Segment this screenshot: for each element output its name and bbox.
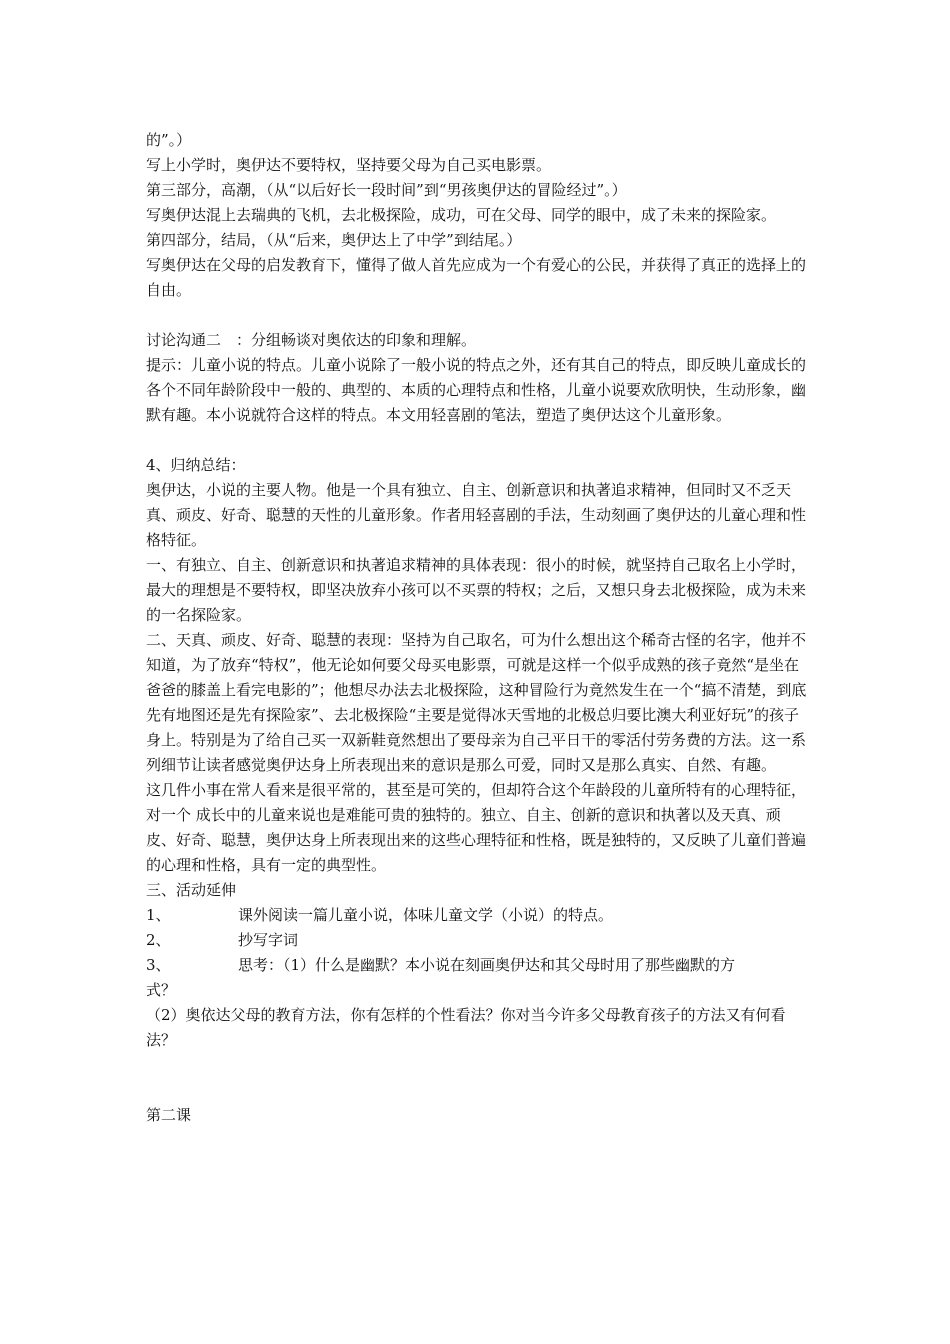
spacer	[146, 303, 810, 328]
summary-heading: 4、归纳总结：	[146, 456, 246, 474]
list-text: 思考：（1）什么是幽默？本小说在刻画奥伊达和其父母时用了那些幽默的方	[238, 956, 736, 974]
list-number: 1、	[146, 906, 171, 924]
list-continuation: 式？	[146, 981, 177, 999]
list-item	[146, 928, 810, 953]
spacer	[146, 1053, 810, 1103]
paragraph: 二、天真、顽皮、好奇、聪慧的表现：坚持为自己取名，可为什么想出这个稀奇古怪的名字，他并不知道，为了放弃“特权”，他无论如何要父母买电影票，可就是这样一个似乎成熟的孩子竟然“是坐在爸爸的膝盖上看完电影的”；他想尽办法去北极探险，这种冒险行为竟然发生在一个“搞不清楚，到底先有地图还是先有探险家”、去北极探险“主要是觉得冰天雪地的北极总归要比澳大利亚好玩”的孩子身上。特别是为了给自己买一双新鞋竟然想出了要母亲为自己平日干的零活付劳务费的方法。这一系列细节让读者感觉奥伊达身上所表现出来的意识是那么可爱，同时又是那么真实、自然、有趣。	[146, 631, 807, 774]
list-number: 2、	[146, 931, 171, 949]
paragraph: 写上小学时，奥伊达不要特权，坚持要父母为自己买电影票。	[146, 156, 552, 174]
spacer	[146, 428, 810, 453]
list-item	[146, 903, 810, 928]
paragraph: 写奥伊达混上去瑞典的飞机，去北极探险，成功，可在父母、同学的眼中，成了未来的探险家。	[146, 206, 777, 224]
activities-heading: 三、活动延伸	[146, 881, 237, 899]
discussion-heading: 讨论沟通二 ：分组畅谈对奥依达的印象和理解。	[146, 331, 477, 349]
paragraph: 写奥伊达在父母的启发教育下，懂得了做人首先应成为一个有爱心的公民，并获得了真正的选择上的自由。	[146, 256, 807, 299]
lesson-title: 第二课	[146, 1106, 192, 1124]
list-text: 课外阅读一篇儿童小说，体味儿童文学（小说）的特点。	[238, 906, 614, 924]
paragraph: 这几件小事在常人看来是很平常的，甚至是可笑的，但却符合这个年龄段的儿童所特有的心理特征，对一个 成长中的儿童来说也是难能可贵的独特的。独立、自主、创新的意识和执著以及天真、顽皮、好奇、聪慧，奥伊达身上所表现出来的这些心理特征和性格，既是独特的，又反映了儿童们普遍的心理和性格，具有一定的典型性。	[146, 781, 807, 874]
document-body	[146, 128, 810, 1128]
hint-paragraph: 提示：儿童小说的特点。儿童小说除了一般小说的特点之外，还有其自己的特点，即反映儿童成长的各个不同年龄阶段中一般的、典型的、本质的心理特点和性格，儿童小说要欢欣明快，生动形象，幽默有趣。本小说就符合这样的特点。本文用轻喜剧的笔法，塑造了奥伊达这个儿童形象。	[146, 356, 807, 424]
list-text: 抄写字词	[238, 931, 299, 949]
section-four-heading: 第四部分，结局，（从“后来，奥伊达上了中学”到结尾。）	[146, 231, 522, 249]
paragraph: 奥伊达，小说的主要人物。他是一个具有独立、自主、创新意识和执著追求精神，但同时又不乏天真、顽皮、好奇、聪慧的天性的儿童形象。作者用轻喜剧的手法，生动刻画了奥伊达的儿童心理和性格特征。	[146, 481, 807, 549]
question-two: （2）奥依达父母的教育方法，你有怎样的个性看法？你对当今许多父母教育孩子的方法又有何看法？	[146, 1006, 786, 1049]
paragraph: 一、有独立、自主、创新意识和执著追求精神的具体表现：很小的时候，就坚持自己取名上小学时，最大的理想是不要特权，即坚决放弃小孩可以不买票的特权；之后，又想只身去北极探险，成为未来的一名探险家。	[146, 556, 807, 624]
list-number: 3、	[146, 956, 171, 974]
section-three-heading: 第三部分，高潮，（从“以后好长一段时间”到“男孩奥伊达的冒险经过”。）	[146, 181, 627, 199]
list-item	[146, 953, 810, 978]
paragraph: 的”。）	[146, 131, 192, 149]
